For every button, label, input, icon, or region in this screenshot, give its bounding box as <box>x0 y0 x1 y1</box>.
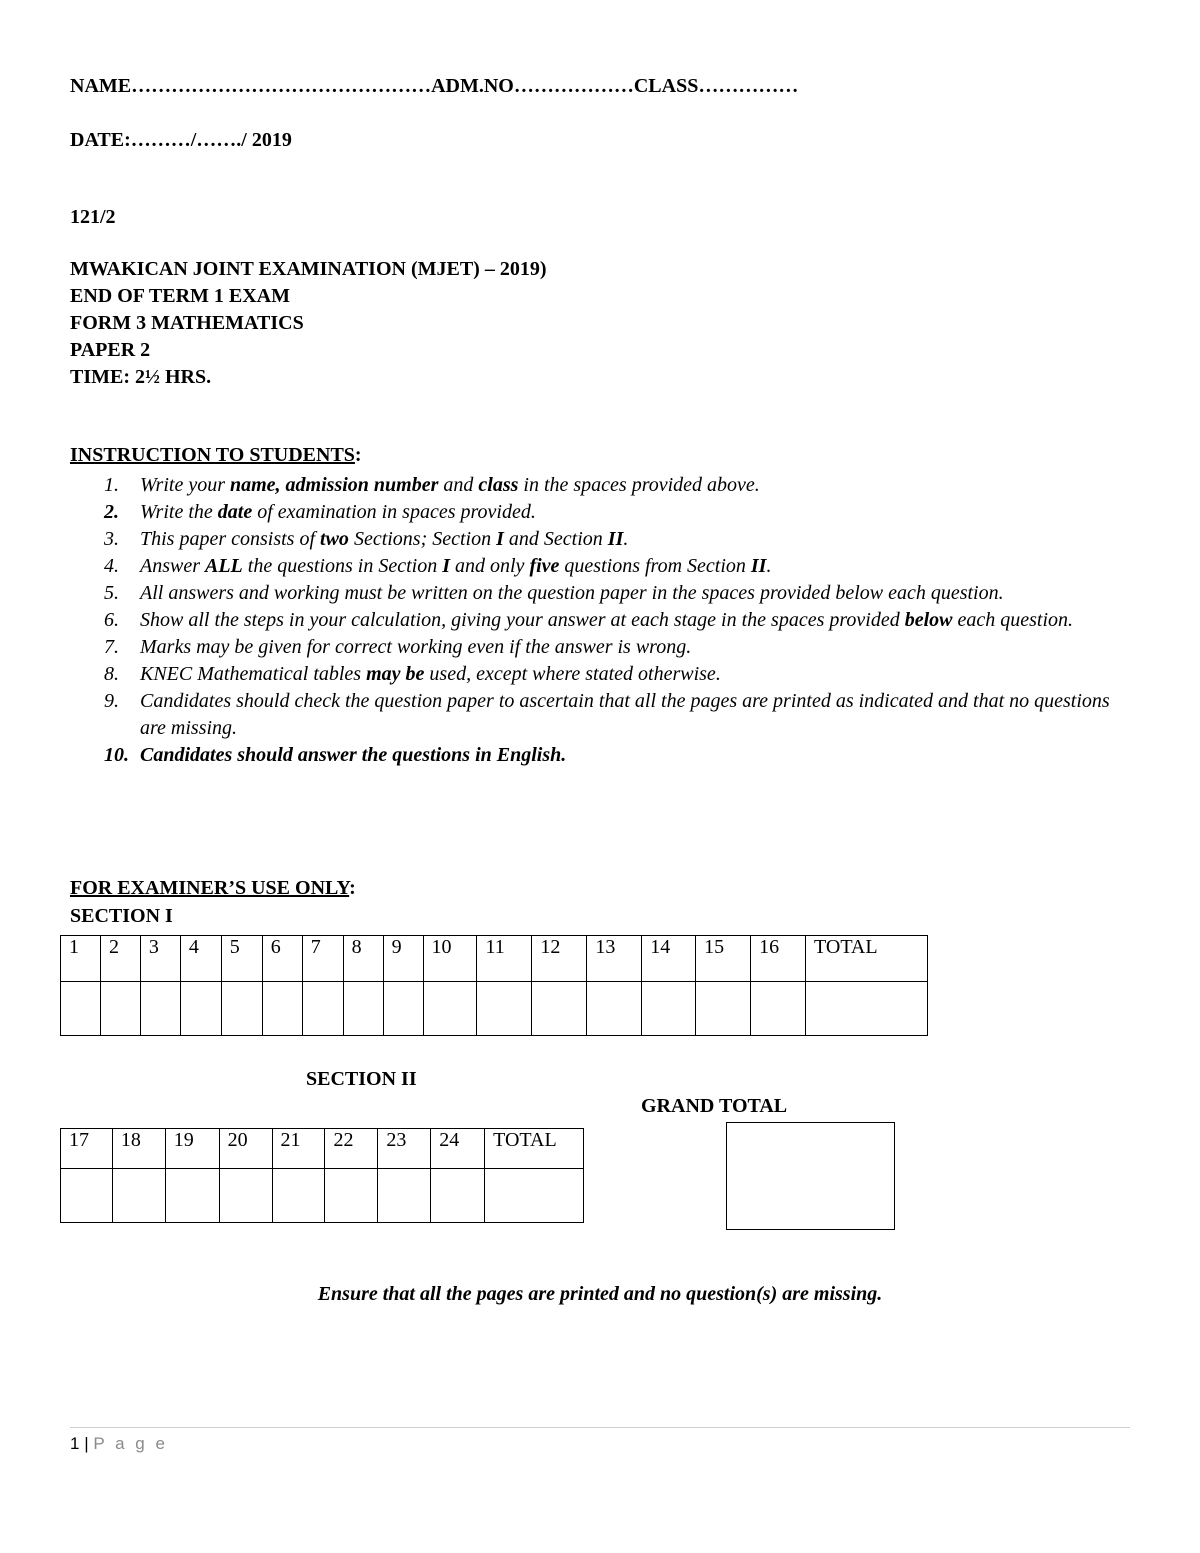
instruction-number: 8. <box>104 663 119 685</box>
missing-pages-notice: Ensure that all the pages are printed and no question(s) are missing. <box>317 1283 883 1305</box>
instruction-number: 6. <box>104 609 119 631</box>
section-1-header-cell: 1 <box>61 936 101 982</box>
exam-title-block <box>70 256 546 391</box>
section-1-header-cell: 4 <box>180 936 221 982</box>
instruction-number: 9. <box>104 690 119 712</box>
section-1-score-cell[interactable] <box>587 982 642 1036</box>
instructions-list <box>104 472 1124 769</box>
instruction-item: 8. KNEC Mathematical tables may be used, except where stated otherwise. <box>104 661 1124 688</box>
instruction-number: 4. <box>104 555 119 577</box>
section-2-header-cell: 20 <box>219 1129 272 1169</box>
section-1-score-cell[interactable] <box>806 982 928 1036</box>
section-1-score-cell[interactable] <box>262 982 302 1036</box>
instruction-item: 5. All answers and working must be written on the question paper in the spaces provided below each question. <box>104 580 1124 607</box>
section-1-header-cell: 10 <box>423 936 477 982</box>
section-2-header-cell: TOTAL <box>485 1129 584 1169</box>
grand-total-box[interactable] <box>726 1122 895 1230</box>
footer-divider <box>70 1427 1130 1428</box>
section-2-score-cell[interactable] <box>485 1169 584 1223</box>
section-2-label: SECTION II <box>306 1068 417 1090</box>
section-1-header-cell: 9 <box>383 936 423 982</box>
section-1-header-cell: 16 <box>751 936 806 982</box>
instructions-title: INSTRUCTION TO STUDENTS <box>70 444 355 466</box>
instruction-number: 2. <box>104 501 119 523</box>
instruction-number: 3. <box>104 528 119 550</box>
section-2-header-cell: 19 <box>165 1129 219 1169</box>
examiner-title: FOR EXAMINER’S USE ONLY <box>70 877 350 899</box>
instructions-title-colon: : <box>354 444 362 466</box>
section-1-header-cell: 6 <box>262 936 302 982</box>
page-number: 1 <box>70 1434 80 1453</box>
section-1-score-cell[interactable] <box>751 982 806 1036</box>
section-2-score-cell[interactable] <box>431 1169 485 1223</box>
section-2-header-cell: 24 <box>431 1129 485 1169</box>
section-1-score-cell[interactable] <box>477 982 532 1036</box>
section-1-score-cell[interactable] <box>140 982 180 1036</box>
section-2-header-cell: 21 <box>272 1129 325 1169</box>
instruction-number: 7. <box>104 636 119 658</box>
section-1-header-cell: 2 <box>100 936 140 982</box>
instruction-item: 7. Marks may be given for correct working even if the answer is wrong. <box>104 634 1124 661</box>
instruction-number: 1. <box>104 474 119 496</box>
section-1-header-cell: 12 <box>532 936 587 982</box>
section-2-header-cell: 17 <box>61 1129 113 1169</box>
section-1-header-cell: 5 <box>221 936 262 982</box>
section-1-header-cell: TOTAL <box>806 936 928 982</box>
section-2-score-cell[interactable] <box>112 1169 165 1223</box>
section-2-score-table <box>60 1128 584 1223</box>
section-1-label: SECTION I <box>70 905 173 927</box>
section-1-score-cell[interactable] <box>302 982 343 1036</box>
exam-title: MWAKICAN JOINT EXAMINATION (MJET) – 2019) <box>70 258 547 280</box>
exam-paper: PAPER 2 <box>70 339 151 361</box>
date-line: DATE:………/……./ 2019 <box>70 129 292 151</box>
instruction-item: 3. This paper consists of two Sections; Section I and Section II. <box>104 526 1124 553</box>
instruction-item: 1. Write your name, admission number and class in the spaces provided above. <box>104 472 1124 499</box>
section-1-header-cell: 11 <box>477 936 532 982</box>
section-1-score-cell[interactable] <box>221 982 262 1036</box>
exam-time: TIME: 2½ HRS. <box>70 366 212 388</box>
section-2-score-cell[interactable] <box>61 1169 113 1223</box>
exam-term: END OF TERM 1 EXAM <box>70 285 290 307</box>
section-1-score-cell[interactable] <box>423 982 477 1036</box>
section-1-score-cell[interactable] <box>642 982 696 1036</box>
section-1-score-cell[interactable] <box>696 982 751 1036</box>
section-1-header-row <box>61 936 928 982</box>
section-1-header-cell: 13 <box>587 936 642 982</box>
exam-subject: FORM 3 MATHEMATICS <box>70 312 304 334</box>
examiner-heading <box>70 877 356 900</box>
section-2-score-cell[interactable] <box>325 1169 378 1223</box>
section-2-header-row <box>61 1129 584 1169</box>
section-1-score-cell[interactable] <box>61 982 101 1036</box>
page-footer <box>70 1434 168 1454</box>
section-1-header-cell: 14 <box>642 936 696 982</box>
instruction-item: 6. Show all the steps in your calculation, giving your answer at each stage in the spaces provided below each question. <box>104 607 1124 634</box>
section-1-score-cell[interactable] <box>383 982 423 1036</box>
section-2-score-cell[interactable] <box>165 1169 219 1223</box>
instruction-number: 10. <box>104 744 129 766</box>
instruction-item: 9. Candidates should check the question paper to ascertain that all the pages are printed as indicated and that no questions are missing. <box>104 690 1110 739</box>
section-1-score-cell[interactable] <box>532 982 587 1036</box>
instructions-heading <box>70 444 362 467</box>
page-word: P a g e <box>93 1434 168 1453</box>
examiner-title-colon: : <box>349 877 356 899</box>
instruction-number: 5. <box>104 582 119 604</box>
name-admno-class-line: NAME………………………………………ADM.NO………………CLASS…………… <box>70 75 799 97</box>
instruction-item: 10. Candidates should answer the questions in English. <box>104 742 1124 769</box>
section-2-score-row <box>61 1169 584 1223</box>
instruction-item: 4. Answer ALL the questions in Section I and only five questions from Section II. <box>104 553 1124 580</box>
section-1-score-cell[interactable] <box>343 982 383 1036</box>
section-2-header-cell: 23 <box>378 1129 431 1169</box>
section-1-header-cell: 15 <box>696 936 751 982</box>
section-1-header-cell: 7 <box>302 936 343 982</box>
section-2-score-cell[interactable] <box>378 1169 431 1223</box>
section-1-score-row <box>61 982 928 1036</box>
section-2-score-cell[interactable] <box>272 1169 325 1223</box>
page-separator: | <box>79 1434 94 1453</box>
section-1-header-cell: 3 <box>140 936 180 982</box>
section-1-score-cell[interactable] <box>100 982 140 1036</box>
section-1-score-cell[interactable] <box>180 982 221 1036</box>
grand-total-label: GRAND TOTAL <box>641 1095 788 1117</box>
section-2-score-cell[interactable] <box>219 1169 272 1223</box>
section-2-header-cell: 18 <box>112 1129 165 1169</box>
instruction-item: 2. Write the date of examination in spaces provided. <box>104 499 1124 526</box>
section-2-header-cell: 22 <box>325 1129 378 1169</box>
paper-code: 121/2 <box>70 206 116 228</box>
section-1-header-cell: 8 <box>343 936 383 982</box>
section-1-score-table <box>60 935 928 1036</box>
